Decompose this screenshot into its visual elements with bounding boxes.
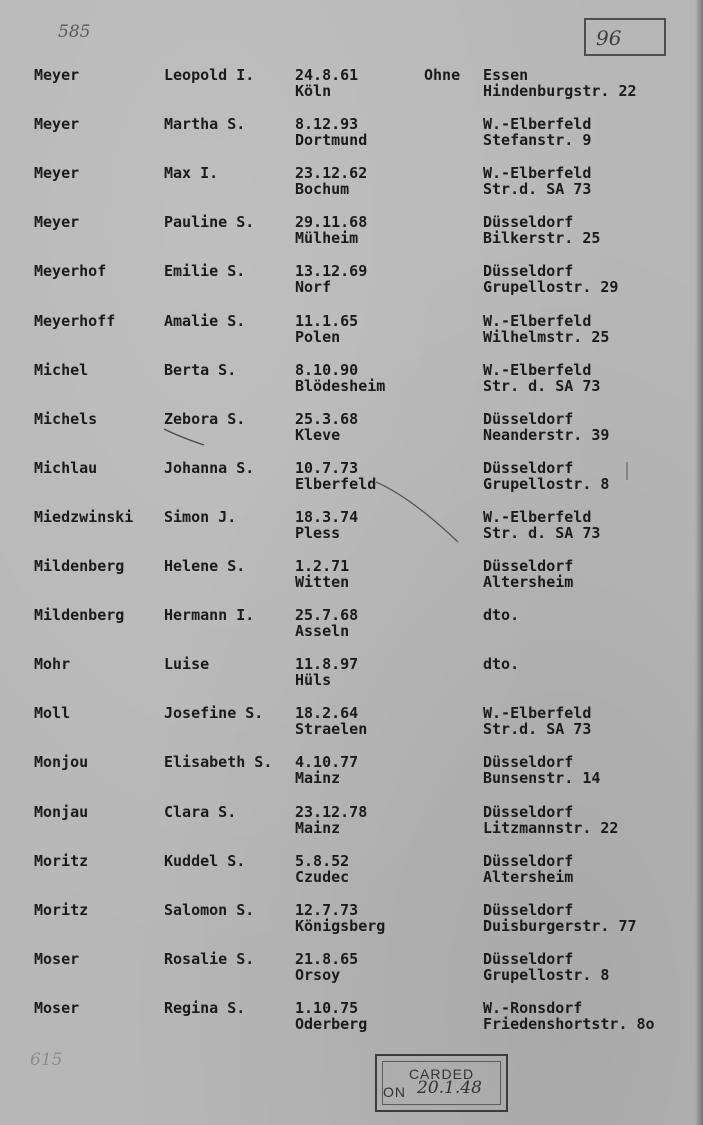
- address-city: Düsseldorf: [483, 802, 574, 821]
- address-city: W.-Elberfeld: [483, 360, 592, 379]
- address-street: Grupellostr. 8: [483, 474, 610, 493]
- address-city: W.-Elberfeld: [483, 704, 592, 723]
- birth-place: Blödesheim: [295, 376, 386, 395]
- address-city: W.-Elberfeld: [483, 164, 592, 183]
- address: [483, 1000, 655, 1032]
- given-name: Emilie S.: [164, 262, 246, 281]
- surname: Meyer: [34, 66, 80, 84]
- birth-info: [295, 853, 349, 885]
- table-row: [0, 214, 703, 258]
- given-name: Pauline S.: [164, 213, 255, 232]
- birth-place: Straelen: [295, 720, 368, 739]
- given-name: Berta S.: [164, 360, 237, 379]
- page-number-handwritten: 585: [58, 22, 91, 42]
- address-street: Neanderstr. 39: [483, 425, 610, 444]
- birth-info: [295, 902, 385, 934]
- address: [483, 607, 519, 623]
- birth-date: 25.7.68: [295, 606, 359, 625]
- address-city: Düsseldorf: [483, 458, 574, 477]
- address-street: Altersheim: [483, 573, 574, 591]
- address: [483, 705, 591, 737]
- given-name: Helene S.: [164, 557, 246, 575]
- stamp-carded-label: CARDED: [408, 1066, 475, 1082]
- birth-date: 25.3.68: [295, 409, 359, 428]
- birth-place: Norf: [295, 278, 332, 297]
- surname: Meyerhoff: [34, 311, 116, 330]
- table-row: [0, 1000, 703, 1044]
- address: [483, 804, 618, 836]
- address-street: Friedenshortstr. 8o: [483, 1014, 655, 1033]
- address-city: W.-Elberfeld: [483, 311, 592, 330]
- stamp-on-label: ON: [383, 1084, 406, 1100]
- given-name: Regina S.: [164, 998, 246, 1017]
- birth-info: [295, 116, 367, 148]
- address-street: Str. d. SA 73: [483, 376, 601, 395]
- given-name: Leopold I.: [164, 66, 255, 84]
- given-name: Salomon S.: [164, 900, 255, 919]
- address-city: Düsseldorf: [483, 557, 574, 575]
- address-city: Düsseldorf: [483, 753, 574, 772]
- surname: Mohr: [34, 655, 71, 674]
- birth-info: [295, 411, 358, 443]
- table-row: [0, 67, 703, 111]
- address-street: Grupellostr. 8: [483, 965, 610, 984]
- birth-place: Czudec: [295, 867, 350, 886]
- address: [483, 263, 618, 295]
- birth-info: [295, 214, 367, 246]
- address-city: dto.: [483, 655, 520, 674]
- given-name: Zebora S.: [164, 409, 246, 428]
- stamp-date-handwritten: 20.1.48: [417, 1078, 482, 1098]
- birth-date: 1.10.75: [295, 998, 359, 1017]
- surname: Monjau: [34, 802, 89, 821]
- surname: Moser: [34, 998, 80, 1017]
- birth-info: [295, 313, 358, 345]
- surname: Moll: [34, 704, 71, 723]
- birth-info: [295, 263, 367, 295]
- surname: Michel: [34, 360, 89, 379]
- given-name: Martha S.: [164, 115, 246, 134]
- table-row: [0, 853, 703, 897]
- table-row: [0, 509, 703, 553]
- surname: Meyer: [34, 164, 80, 183]
- birth-place: Elberfeld: [295, 474, 377, 493]
- given-name: Elisabeth S.: [164, 753, 273, 772]
- address: [483, 558, 573, 590]
- address-street: Str.d. SA 73: [483, 180, 592, 199]
- given-name: Luise: [164, 655, 210, 674]
- birth-place: Köln: [295, 82, 332, 100]
- surname: Moser: [34, 949, 80, 968]
- birth-date: 18.2.64: [295, 704, 359, 723]
- given-name: Rosalie S.: [164, 949, 255, 968]
- address: [483, 214, 600, 246]
- address: [483, 362, 600, 394]
- birth-info: [295, 1000, 367, 1032]
- sheet-number-box: [584, 18, 666, 56]
- given-name: Max I.: [164, 164, 219, 183]
- table-row: [0, 460, 703, 504]
- surname: Mildenberg: [34, 606, 125, 625]
- address-city: Düsseldorf: [483, 900, 574, 919]
- birth-date: 11.1.65: [295, 311, 359, 330]
- birth-place: Oderberg: [295, 1014, 368, 1033]
- birth-date: 18.3.74: [295, 507, 359, 526]
- table-row: [0, 411, 703, 455]
- birth-date: 1.2.71: [295, 557, 350, 575]
- given-name: Kuddel S.: [164, 851, 246, 870]
- given-name: Clara S.: [164, 802, 237, 821]
- address-street: Bunsenstr. 14: [483, 769, 601, 788]
- address-city: Düsseldorf: [483, 213, 574, 232]
- birth-place: Pless: [295, 523, 341, 542]
- sheet-number: 96: [596, 26, 622, 50]
- address: [483, 460, 609, 492]
- note: Ohne: [424, 66, 461, 84]
- surname: Moritz: [34, 851, 89, 870]
- surname: Michlau: [34, 458, 98, 477]
- table-row: [0, 705, 703, 749]
- birth-date: 10.7.73: [295, 458, 359, 477]
- birth-info: [295, 362, 385, 394]
- birth-place: Mainz: [295, 818, 341, 837]
- birth-date: 12.7.73: [295, 900, 359, 919]
- birth-place: Mülheim: [295, 229, 359, 248]
- birth-date: 13.12.69: [295, 262, 368, 281]
- table-row: [0, 558, 703, 602]
- address: [483, 509, 600, 541]
- given-name: Simon J.: [164, 507, 237, 526]
- birth-info: [295, 165, 367, 197]
- address-city: Düsseldorf: [483, 851, 574, 870]
- address: [483, 116, 591, 148]
- address-street: Stefanstr. 9: [483, 131, 592, 150]
- birth-date: 4.10.77: [295, 753, 359, 772]
- birth-place: Polen: [295, 327, 341, 346]
- address: [483, 313, 609, 345]
- address-street: Str.d. SA 73: [483, 720, 592, 739]
- address-city: W.-Elberfeld: [483, 115, 592, 134]
- address-street: Bilkerstr. 25: [483, 229, 601, 248]
- surname: Miedzwinski: [34, 507, 134, 526]
- birth-place: Orsoy: [295, 965, 341, 984]
- birth-date: 21.8.65: [295, 949, 359, 968]
- birth-date: 8.12.93: [295, 115, 359, 134]
- birth-place: Asseln: [295, 622, 350, 641]
- birth-info: [295, 705, 367, 737]
- address: [483, 853, 573, 885]
- address-street: Litzmannstr. 22: [483, 818, 619, 837]
- birth-info: [295, 67, 358, 99]
- address: [483, 411, 609, 443]
- address-city: W.-Ronsdorf: [483, 998, 583, 1017]
- surname: Moritz: [34, 900, 89, 919]
- birth-date: 23.12.78: [295, 802, 368, 821]
- birth-place: Kleve: [295, 425, 341, 444]
- surname: Meyer: [34, 115, 80, 134]
- birth-date: 24.8.61: [295, 66, 359, 84]
- birth-place: Mainz: [295, 769, 341, 788]
- table-row: [0, 313, 703, 357]
- table-row: [0, 116, 703, 160]
- birth-place: Königsberg: [295, 916, 386, 935]
- address-street: Altersheim: [483, 867, 574, 886]
- address-city: Düsseldorf: [483, 262, 574, 281]
- birth-place: Bochum: [295, 180, 350, 199]
- address-street: Wilhelmstr. 25: [483, 327, 610, 346]
- birth-info: [295, 460, 376, 492]
- given-name: Hermann I.: [164, 606, 255, 625]
- address-street: Duisburgerstr. 77: [483, 916, 637, 935]
- given-name: Amalie S.: [164, 311, 246, 330]
- birth-info: [295, 656, 358, 688]
- table-row: [0, 656, 703, 700]
- address-street: Hindenburgstr. 22: [483, 82, 637, 100]
- table-row: [0, 263, 703, 307]
- address-city: Düsseldorf: [483, 949, 574, 968]
- birth-date: 29.11.68: [295, 213, 368, 232]
- address: [483, 902, 637, 934]
- address: [483, 165, 591, 197]
- address-city: Düsseldorf: [483, 409, 574, 428]
- surname: Mildenberg: [34, 557, 125, 575]
- birth-info: [295, 607, 358, 639]
- table-row: [0, 951, 703, 995]
- address: [483, 656, 519, 672]
- birth-place: Witten: [295, 573, 350, 591]
- table-row: [0, 902, 703, 946]
- surname: Michels: [34, 409, 98, 428]
- birth-date: 23.12.62: [295, 164, 368, 183]
- birth-info: [295, 804, 367, 836]
- bottom-note-handwritten: 615: [30, 1050, 63, 1070]
- table-row: [0, 362, 703, 406]
- birth-date: 5.8.52: [295, 851, 350, 870]
- birth-info: [295, 754, 358, 786]
- address: [483, 951, 609, 983]
- carded-stamp: [375, 1054, 508, 1112]
- address: [483, 754, 600, 786]
- birth-place: Dortmund: [295, 131, 368, 150]
- birth-info: [295, 951, 358, 983]
- address-city: W.-Elberfeld: [483, 507, 592, 526]
- table-row: [0, 804, 703, 848]
- birth-date: 8.10.90: [295, 360, 359, 379]
- birth-place: Hüls: [295, 671, 332, 690]
- address-city: dto.: [483, 606, 520, 625]
- surname: Meyerhof: [34, 262, 107, 281]
- birth-date: 11.8.97: [295, 655, 359, 674]
- given-name: Josefine S.: [164, 704, 264, 723]
- table-row: [0, 754, 703, 798]
- birth-info: [295, 558, 349, 590]
- birth-info: [295, 509, 358, 541]
- table-row: [0, 165, 703, 209]
- address-city: Essen: [483, 66, 529, 84]
- given-name: Johanna S.: [164, 458, 255, 477]
- surname: Monjou: [34, 753, 89, 772]
- surname: Meyer: [34, 213, 80, 232]
- table-row: [0, 607, 703, 651]
- address-street: Grupellostr. 29: [483, 278, 619, 297]
- address: [483, 67, 637, 99]
- address-street: Str. d. SA 73: [483, 523, 601, 542]
